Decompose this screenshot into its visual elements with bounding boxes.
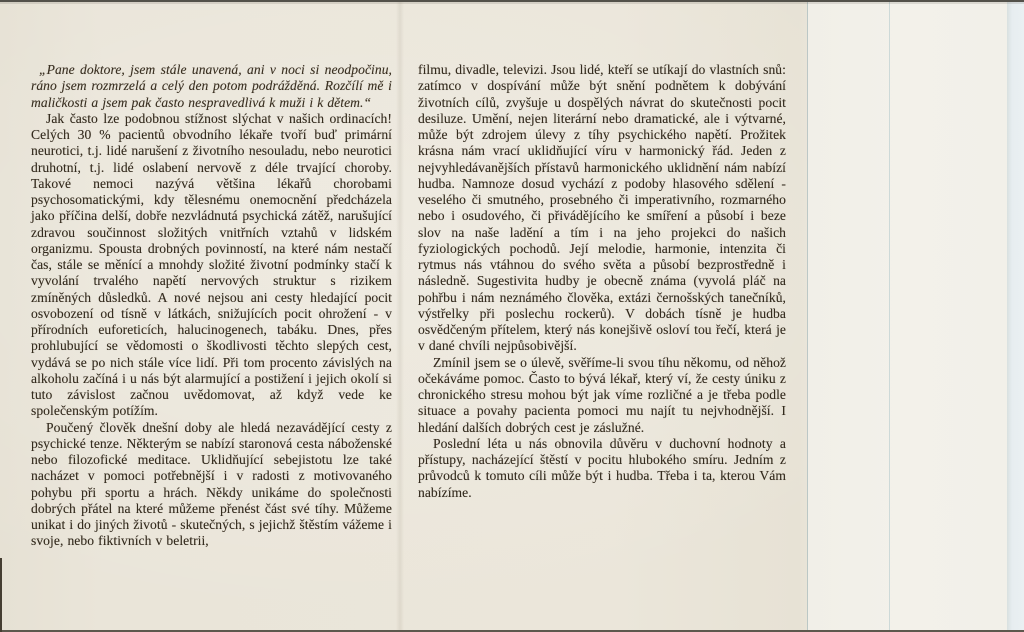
- paragraph: Poučený člověk dnešní doby ale hledá nezavádějící cesty z psychické tenze. Některým se nabízí staronová cesta náboženské nebo filozofické meditace. Uklidňující sebejistotu lze také nacházet v pomoci potřebnější i v radosti z motivovaného pohybu při sportu a hrách. Někdy unikáme do společnosti dobrých přátel na které můžeme přenést část své tíhy. Můžeme unikat i do jiných životů - skutečných, s jejichž štěstím vážeme i svoje, nebo fiktivních v beletrii,: [31, 419, 392, 549]
- right-column-paragraphs: [418, 62, 786, 501]
- page-fold-crease: [396, 0, 404, 632]
- page-edge-line: [807, 0, 808, 632]
- patient-quote-paragraph: „Pane doktore, jsem stále unavená, ani v noci si neodpočinu, ráno jsem rozmrzelá a celý den potom podrážděná. Rozčílí mě i maličkosti a jsem pak často nespravedlivá k muži i k dětem.“: [31, 62, 392, 110]
- page-edge-line-2: [889, 0, 890, 632]
- scan-left-edge: [0, 558, 2, 632]
- right-text-column: [418, 62, 786, 501]
- paragraph: Zmínil jsem se o úlevě, svěříme-li svou tíhu někomu, od něhož očekáváme pomoc. Často to bývá lékař, který ví, že cesty úniku z chronického stresu mohou být jak víme rozličné a je třeba podle situace a povahy pacienta pomoci mu najít tu nejvhodnější. I hledání dalších dobrých cest je záslužné.: [418, 354, 786, 435]
- scan-top-edge-shadow: [0, 2, 1024, 4]
- paragraph: Jak často lze podobnou stížnost slýchat v našich ordinacích! Celých 30 % pacientů obvodního lékaře tvoří buď primární neurotici, t.j. lidé narušení z životního nesouladu, nebo neurotici druhotní, t.j. lidé oslabení nervově z déle trvající choroby. Takové nemoci nazývá většina lékařů chorobami psychosomatickými, kdy tělesnému onemocnění předcházela jako příčina delší, dobře nezvládnutá psychická zátěž, narušující zdravou součinnost složitých vnitřních vztahů v lidském organizmu. Spousta drobných povinností, na které nám nestačí čas, stále se měnící a mnohdy složité životní podmínky stačí k vyvolání trvalého napětí nervových struktur s rizikem zmíněných důsledků. A nové nejsou ani cesty hledající pocit osvobození od tísně v látkách, snižujících pocit ohrožení - v přírodních euforeticích, halucinogenech, tabáku. Dnes, přes prohlubující se vědomosti o škodlivosti těchto slepých cest, vydává se po nich stále více lidí. Při tom procento závislých na alkoholu začíná i u nás být alarmující a postižení i jejich okolí si tuto závislost začnou uvědomovat, až když vede ke společenským potížím.: [31, 110, 392, 419]
- adjacent-page-edge: [808, 0, 1024, 632]
- left-text-column: [31, 62, 392, 550]
- scan-right-margin-band: [1007, 0, 1024, 632]
- left-column-paragraphs: [31, 111, 392, 550]
- paragraph: Poslední léta u nás obnovila důvěru v duchovní hodnoty a přístupy, nacházející štěstí v pocitu hlubokého smíru. Jedním z průvodců k tomuto cíli může být i hudba. Třeba i ta, kterou Vám nabízíme.: [418, 435, 786, 500]
- paragraph: filmu, divadle, televizi. Jsou lidé, kteří se utíkají do vlastních snů: zatímco v dospívání může být snění podnětem k dobývání životních cílů, zvyšuje u dospělých návrat do skutečnosti pocit desiluze. Umění, nejen literární nebo dramatické, ale i výtvarné, může být zdrojem úlevy z tíhy psychického napětí. Prožitek krásna nám vrací uklidňující víru v harmonický řád. Jeden z nejvyhledávanějších přístavů harmonického uklidnění nám nabízí hudba. Namnoze dosud vychází z podoby hlasového sdělení - veselého či smutného, prosebného či imperativního, rozmarného nebo i osudového, či přivádějícího ke smíření a působí i beze slov na naše ladění a tím i na jeho projekci do našich fyziologických pochodů. Její melodie, harmonie, intenzita či rytmus nás vtáhnou do svého světa a působí bezprostředně i následně. Sugestivita hudby je obecně známa (vyvolá pláč na pohřbu i nám neznámého člověka, extázi černošských tanečníků, výstřelky při poslechu rockerů). V dobách tísně je hudba osvědčeným přítelem, který nás konejšivě osloví tou řečí, která je v dané chvíli nejpůsobivější.: [418, 62, 786, 354]
